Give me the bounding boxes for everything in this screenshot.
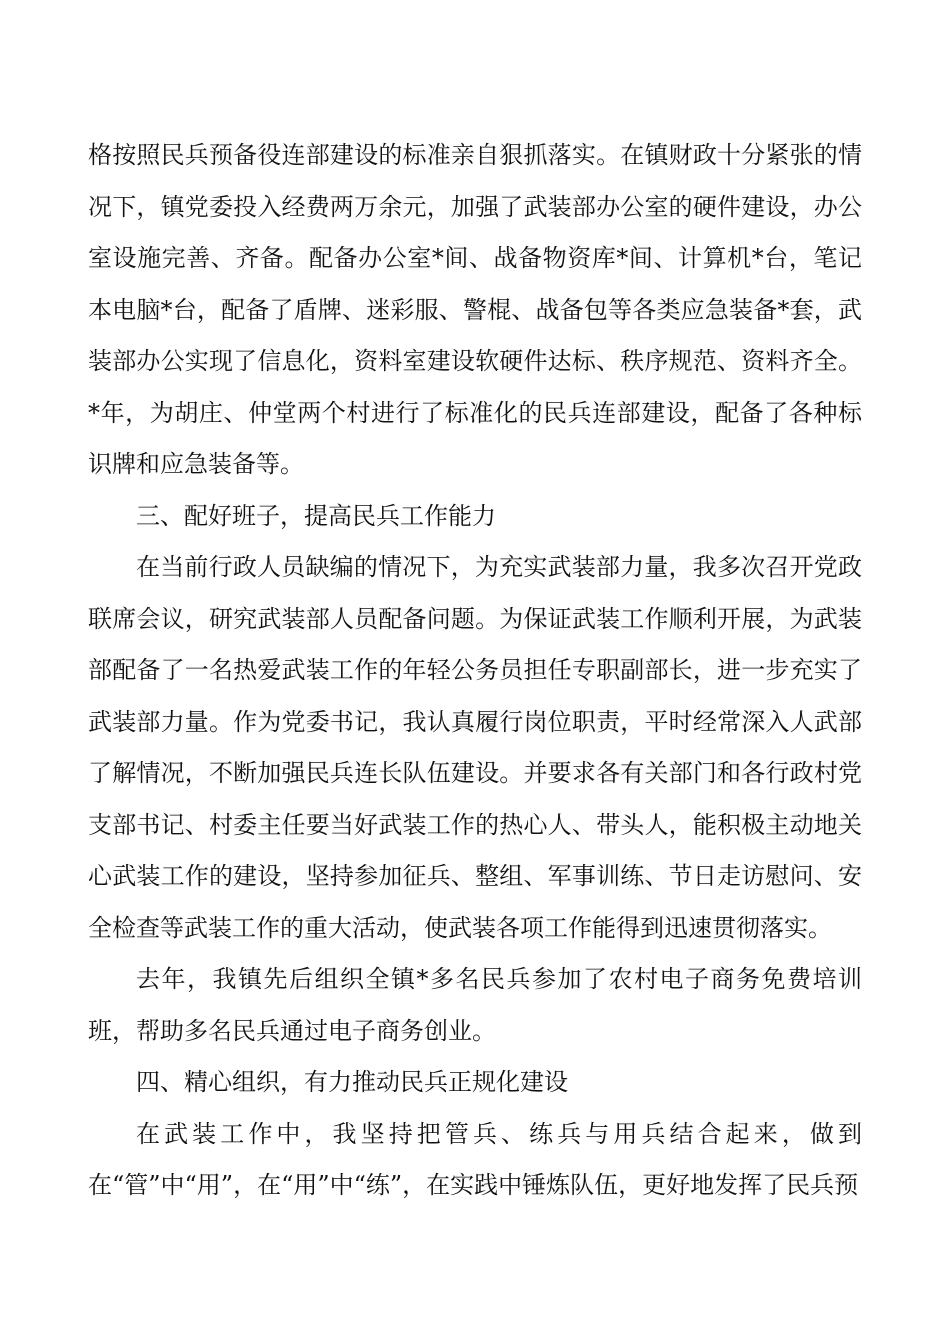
paragraph: 去年，我镇先后组织全镇*多名民兵参加了农村电子商务免费培训班，帮助多名民兵通过电子商务创业。: [88, 965, 862, 1045]
paragraph: 在当前行政人员缺编的情况下，为充实武装部力量，我多次召开党政联席会议，研究武装部人员配备问题。为保证武装工作顺利开展，为武装部配备了一名热爱武装工作的年轻公务员担任专职副部长，进一步充实了武装部力量。作为党委书记，我认真履行岗位职责，平时经常深入人武部了解情况，不断加强民兵连长队伍建设。并要求各有关部门和各行政村党支部书记、村委主任要当好武装工作的热心人、带头人，能积极主动地关心武装工作的建设，坚持参加征兵、整组、军事训练、节日走访慰问、安全检查等武装工作的重大活动，使武装各项工作能得到迅速贯彻落实。: [88, 553, 862, 942]
section-heading-four: 四、精心组织，有力推动民兵正规化建设: [136, 1068, 568, 1096]
section-heading-three: 三、配好班子，提高民兵工作能力: [136, 501, 496, 530]
paragraph-continued: 格按照民兵预备役连部建设的标准亲自狠抓落实。在镇财政十分紧张的情况下，镇党委投入经费两万余元，加强了武装部办公室的硬件建设，办公室设施完善、齐备。配备办公室*间、战备物资库*间、计算机*台，笔记本电脑*台，配备了盾牌、迷彩服、警棍、战备包等各类应急装备*套，武装部办公实现了信息化，资料室建设软硬件达标、秩序规范、资料齐全。*年，为胡庄、仲堂两个村进行了标准化的民兵连部建设，配备了各种标识牌和应急装备等。: [88, 141, 862, 478]
document-body: [88, 130, 862, 1212]
paragraph: 在武装工作中，我坚持把管兵、练兵与用兵结合起来，做到在“管”中“用”，在“用”中“练”，在实践中锤炼队伍，更好地发挥了民兵预: [88, 1119, 862, 1199]
